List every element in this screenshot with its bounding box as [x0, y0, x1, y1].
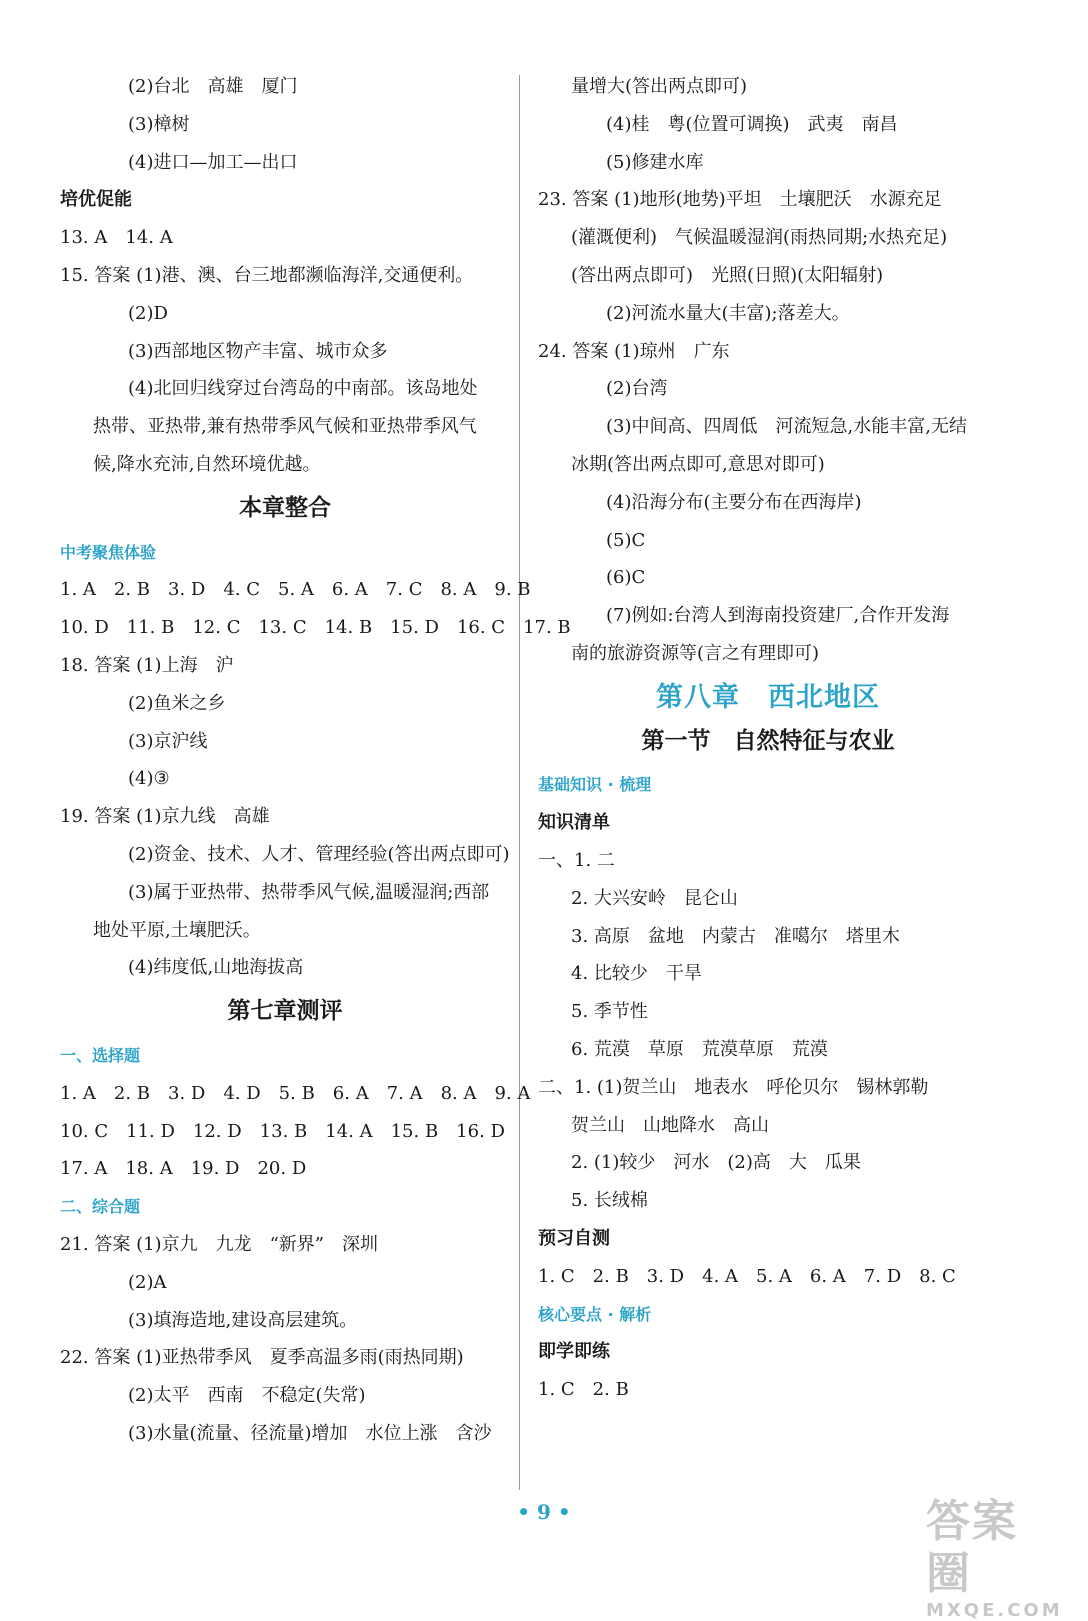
- answer-line: 22. 答案 (1)亚热带季风 夏季高温多雨(雨热同期): [60, 1347, 464, 1369]
- answer-line: (7)例如:台湾人到海南投资建厂,合作开发海: [606, 605, 950, 627]
- answer-line: 13. A 14. A: [60, 227, 173, 249]
- answer-line: 19. 答案 (1)京九线 高雄: [60, 806, 270, 828]
- answer-line: 23. 答案 (1)地形(地势)平坦 土壤肥沃 水源充足: [538, 189, 942, 211]
- answer-line: 21. 答案 (1)京九 九龙 “新界” 深圳: [60, 1233, 378, 1255]
- answer-line: 南的旅游资源等(言之有理即可): [571, 642, 820, 664]
- answer-line: (5)C: [606, 529, 646, 551]
- left-column: [60, 68, 571, 1453]
- page-number: • 9 •: [517, 1500, 571, 1524]
- subsection-label: 核心要点 · 解析: [538, 1304, 652, 1324]
- answer-line: (3)属于亚热带、热带季风气候,温暖湿润;西部: [128, 881, 490, 903]
- answer-line: (4)③: [128, 768, 170, 790]
- watermark-title: 答案圈: [926, 1496, 1018, 1599]
- answer-line: 候,降水充沛,自然环境优越。: [93, 453, 321, 475]
- answer-line: 10. D 11. B 12. C 13. C 14. B 15. D 16. C 17. B: [60, 617, 571, 639]
- answer-line: (3)中间高、四周低 河流短急,水能丰富,无结: [606, 416, 967, 438]
- answer-line: (3)京沪线: [128, 730, 208, 752]
- answer-line: 知识清单: [538, 812, 610, 834]
- answer-line: 培优促能: [60, 189, 132, 211]
- answer-line: 2. (1)较少 河水 (2)高 大 瓜果: [571, 1152, 861, 1174]
- column-divider: [519, 75, 520, 1490]
- answer-line: 2. 大兴安岭 昆仑山: [571, 887, 738, 909]
- answer-line: (2)A: [128, 1271, 167, 1293]
- watermark-logo: [926, 1496, 1063, 1621]
- answer-line: (2)河流水量大(丰富);落差大。: [606, 302, 850, 324]
- answer-line: 15. 答案 (1)港、澳、台三地都濒临海洋,交通便利。: [60, 264, 474, 286]
- answer-line: (4)进口—加工—出口: [128, 151, 298, 173]
- answer-line: 二、1. (1)贺兰山 地表水 呼伦贝尔 锡林郭勒: [538, 1076, 929, 1098]
- answer-line: (3)西部地区物产丰富、城市众多: [128, 340, 388, 362]
- answer-line: 量增大(答出两点即可): [571, 76, 748, 97]
- answer-line: 贺兰山 山地降水 高山: [571, 1114, 769, 1136]
- answer-line: 1. A 2. B 3. D 4. C 5. A 6. A 7. C 8. A 9. B: [60, 579, 531, 601]
- answer-line: (3)水量(流量、径流量)增加 水位上涨 含沙: [128, 1422, 492, 1444]
- answer-line: 3. 高原 盆地 内蒙古 准噶尔 塔里木: [571, 925, 900, 947]
- answer-line: (2)台北 高雄 厦门: [128, 76, 298, 97]
- section-heading: 本章整合: [239, 494, 331, 521]
- answer-line: (2)资金、技术、人才、管理经验(答出两点即可): [128, 843, 510, 865]
- answer-line: (5)修建水库: [606, 151, 704, 173]
- answer-line: (6)C: [606, 567, 646, 589]
- answer-line: 一、1. 二: [538, 849, 615, 871]
- answer-line: (答出两点即可) 光照(日照)(太阳辐射): [571, 264, 884, 286]
- subsection-label: 二、综合题: [60, 1197, 141, 1217]
- answer-line: 预习自测: [538, 1227, 610, 1249]
- answer-line: (灌溉便利) 气候温暖湿润(雨热同期;水热充足): [571, 227, 948, 249]
- subsection-label: 基础知识 · 梳理: [538, 775, 652, 795]
- answer-line: 1. C 2. B: [538, 1379, 629, 1401]
- answer-line: (2)鱼米之乡: [128, 692, 226, 714]
- answer-line: 5. 季节性: [571, 1001, 648, 1023]
- answer-line: 18. 答案 (1)上海 沪: [60, 654, 234, 676]
- answer-line: 5. 长绒棉: [571, 1190, 648, 1212]
- section-heading: 第七章测评: [227, 998, 343, 1025]
- answer-line: 17. A 18. A 19. D 20. D: [60, 1158, 307, 1180]
- answer-line: (2)太平 西南 不稳定(失常): [128, 1385, 366, 1407]
- answer-line: 4. 比较少 干旱: [571, 963, 702, 985]
- right-column: [538, 68, 998, 1409]
- answer-line: 1. C 2. B 3. D 4. A 5. A 6. A 7. D 8. C: [538, 1265, 956, 1287]
- answer-line: 24. 答案 (1)琼州 广东: [538, 340, 730, 362]
- answer-line: 地处平原,土壤肥沃。: [93, 919, 261, 941]
- answer-line: (4)北回归线穿过台湾岛的中南部。该岛地处: [128, 378, 478, 400]
- answer-line: 1. A 2. B 3. D 4. D 5. B 6. A 7. A 8. A 9. A: [60, 1082, 531, 1104]
- answer-line: (2)台湾: [606, 378, 668, 400]
- answer-line: 冰期(答出两点即可,意思对即可): [571, 453, 825, 475]
- answer-line: (3)填海造地,建设高层建筑。: [128, 1309, 358, 1331]
- answer-line: (4)纬度低,山地海拔高: [128, 957, 304, 979]
- subsection-label: 一、选择题: [60, 1045, 141, 1065]
- watermark-url: MXQE.COM: [926, 1600, 1063, 1621]
- section-heading: 第一节 自然特征与农业: [641, 727, 895, 754]
- answer-line: (4)桂 粤(位置可调换) 武夷 南昌: [606, 113, 898, 135]
- answer-line: 10. C 11. D 12. D 13. B 14. A 15. B 16. D: [60, 1120, 505, 1142]
- subsection-label: 中考聚焦体验: [60, 542, 157, 562]
- section-heading: 第八章 西北地区: [656, 681, 880, 713]
- answer-line: (4)沿海分布(主要分布在西海岸): [606, 491, 862, 513]
- answer-line: 6. 荒漠 草原 荒漠草原 荒漠: [571, 1038, 828, 1060]
- answer-line: 即学即练: [538, 1341, 610, 1363]
- answer-line: (2)D: [128, 302, 168, 324]
- answer-line: (3)樟树: [128, 113, 190, 135]
- answer-line: 热带、亚热带,兼有热带季风气候和亚热带季风气: [93, 416, 477, 438]
